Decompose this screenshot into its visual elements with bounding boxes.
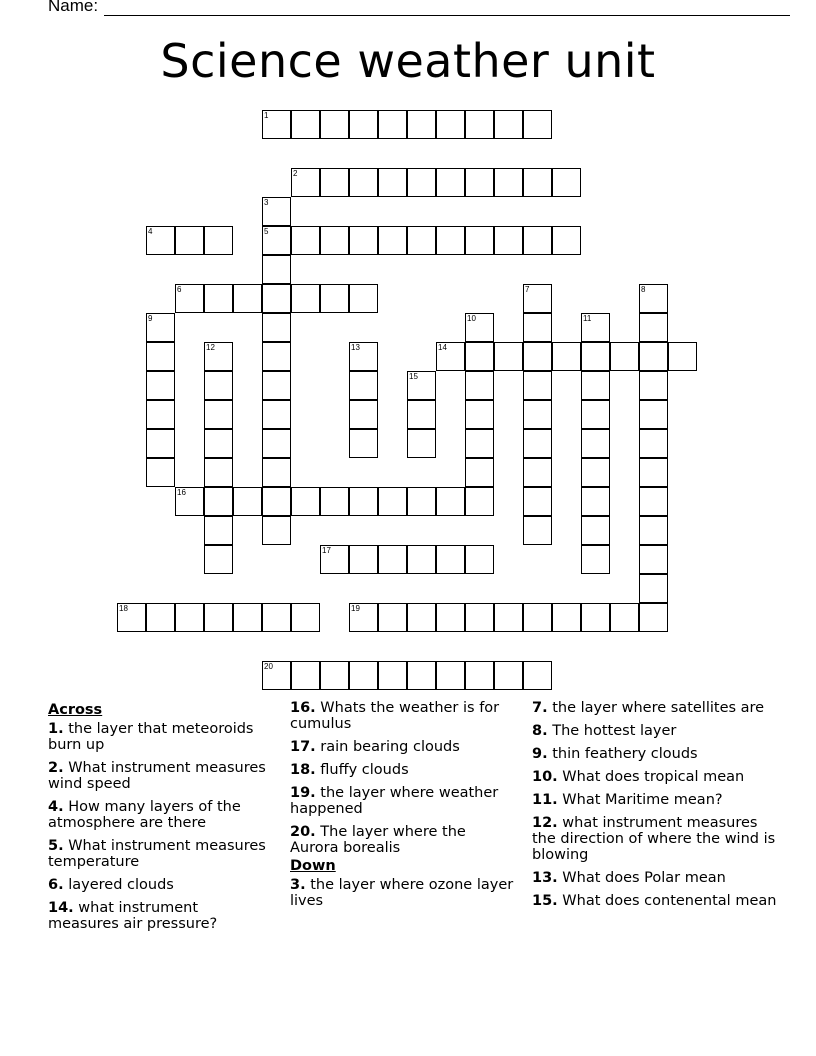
cell-number: 10 [467, 314, 476, 323]
clues-column-3 [532, 700, 777, 916]
grid-cell[interactable] [407, 487, 436, 516]
grid-cell[interactable] [291, 603, 320, 632]
cell-number: 19 [351, 604, 360, 613]
grid-cell[interactable] [523, 458, 552, 487]
grid-cell[interactable] [320, 545, 349, 574]
grid-cell[interactable] [117, 603, 146, 632]
cell-number: 9 [148, 314, 153, 323]
grid-cell[interactable] [639, 371, 668, 400]
cell-number: 18 [119, 604, 128, 613]
clue-across-2: 2. What instrument measures wind speed [48, 760, 266, 792]
grid-cell[interactable] [436, 487, 465, 516]
grid-cell[interactable] [262, 371, 291, 400]
grid-cell[interactable] [204, 371, 233, 400]
grid-cell[interactable] [581, 603, 610, 632]
grid-cell[interactable] [436, 168, 465, 197]
grid-cell[interactable] [523, 371, 552, 400]
cell-number: 12 [206, 343, 215, 352]
grid-cell[interactable] [349, 284, 378, 313]
grid-cell[interactable] [639, 487, 668, 516]
cell-number: 17 [322, 546, 331, 555]
grid-cell[interactable] [639, 458, 668, 487]
grid-cell[interactable] [436, 110, 465, 139]
grid-cell[interactable] [262, 110, 291, 139]
clue-across-6: 6. layered clouds [48, 877, 174, 893]
grid-cell[interactable] [349, 371, 378, 400]
grid-cell[interactable] [349, 661, 378, 690]
grid-cell[interactable] [581, 545, 610, 574]
grid-cell[interactable] [378, 226, 407, 255]
clue-across-16: 16. Whats the weather is for cumulus [290, 700, 500, 732]
grid-cell[interactable] [407, 603, 436, 632]
grid-cell[interactable] [262, 197, 291, 226]
grid-cell[interactable] [639, 400, 668, 429]
clue-down-3: 3. the layer where ozone layer lives [290, 877, 514, 909]
clue-down-15: 15. What does contenental mean [532, 893, 777, 909]
grid-cell[interactable] [494, 661, 523, 690]
grid-cell[interactable] [639, 342, 668, 371]
grid-cell[interactable] [291, 661, 320, 690]
grid-cell[interactable] [523, 487, 552, 516]
grid-cell[interactable] [465, 487, 494, 516]
grid-cell[interactable] [175, 226, 204, 255]
grid-cell[interactable] [552, 226, 581, 255]
down-heading: Down [290, 858, 336, 874]
clue-across-19: 19. the layer where weather happened [290, 785, 499, 817]
grid-cell[interactable] [639, 603, 668, 632]
grid-cell[interactable] [204, 458, 233, 487]
cell-number: 6 [177, 285, 182, 294]
grid-cell[interactable] [407, 429, 436, 458]
grid-cell[interactable] [639, 313, 668, 342]
grid-cell[interactable] [494, 603, 523, 632]
cell-number: 16 [177, 488, 186, 497]
grid-cell[interactable] [465, 168, 494, 197]
grid-cell[interactable] [465, 400, 494, 429]
grid-cell[interactable] [146, 226, 175, 255]
grid-cell[interactable] [436, 545, 465, 574]
grid-cell[interactable] [262, 661, 291, 690]
grid-cell[interactable] [407, 545, 436, 574]
grid-cell[interactable] [262, 429, 291, 458]
grid-cell[interactable] [610, 603, 639, 632]
name-label: Name: [48, 0, 99, 15]
grid-cell[interactable] [320, 487, 349, 516]
clue-down-9: 9. thin feathery clouds [532, 746, 698, 762]
grid-cell[interactable] [146, 342, 175, 371]
grid-cell[interactable] [349, 342, 378, 371]
grid-cell[interactable] [581, 458, 610, 487]
grid-cell[interactable] [204, 545, 233, 574]
grid-cell[interactable] [523, 110, 552, 139]
grid-cell[interactable] [465, 429, 494, 458]
grid-cell[interactable] [494, 226, 523, 255]
grid-cell[interactable] [581, 429, 610, 458]
grid-cell[interactable] [349, 603, 378, 632]
clues-column-2 [290, 700, 515, 916]
clue-across-18: 18. fluffy clouds [290, 762, 409, 778]
grid-cell[interactable] [378, 168, 407, 197]
grid-cell[interactable] [581, 487, 610, 516]
grid-cell[interactable] [465, 226, 494, 255]
grid-cell[interactable] [407, 400, 436, 429]
grid-cell[interactable] [204, 284, 233, 313]
grid-cell[interactable] [262, 313, 291, 342]
cell-number: 11 [583, 314, 592, 323]
grid-cell[interactable] [523, 226, 552, 255]
grid-cell[interactable] [146, 313, 175, 342]
clue-across-17: 17. rain bearing clouds [290, 739, 460, 755]
clue-across-20: 20. The layer where the Aurora borealis [290, 824, 466, 856]
grid-cell[interactable] [610, 342, 639, 371]
grid-cell[interactable] [523, 661, 552, 690]
grid-cell[interactable] [639, 429, 668, 458]
grid-cell[interactable] [407, 661, 436, 690]
grid-cell[interactable] [552, 603, 581, 632]
grid-cell[interactable] [320, 284, 349, 313]
clue-down-10: 10. What does tropical mean [532, 769, 745, 785]
cell-number: 14 [438, 343, 447, 352]
clues-column-1 [48, 700, 273, 939]
grid-cell[interactable] [378, 661, 407, 690]
grid-cell[interactable] [349, 226, 378, 255]
grid-cell[interactable] [262, 603, 291, 632]
grid-cell[interactable] [639, 574, 668, 603]
grid-cell[interactable] [146, 400, 175, 429]
grid-cell[interactable] [523, 603, 552, 632]
grid-cell[interactable] [465, 313, 494, 342]
grid-cell[interactable] [378, 545, 407, 574]
grid-cell[interactable] [378, 110, 407, 139]
grid-cell[interactable] [465, 110, 494, 139]
grid-cell[interactable] [436, 661, 465, 690]
clue-down-12: 12. what instrument measures the direction of where the wind is blowing [532, 815, 776, 863]
grid-cell[interactable] [436, 603, 465, 632]
cell-number: 1 [264, 111, 269, 120]
grid-cell[interactable] [407, 168, 436, 197]
clue-across-1: 1. the layer that meteoroids burn up [48, 721, 254, 753]
page-title: Science weather unit [160, 34, 656, 88]
grid-cell[interactable] [146, 429, 175, 458]
grid-cell[interactable] [262, 487, 291, 516]
grid-cell[interactable] [291, 110, 320, 139]
grid-cell[interactable] [465, 603, 494, 632]
grid-cell[interactable] [523, 168, 552, 197]
grid-cell[interactable] [494, 168, 523, 197]
grid-cell[interactable] [349, 545, 378, 574]
grid-cell[interactable] [320, 661, 349, 690]
grid-cell[interactable] [204, 603, 233, 632]
grid-cell[interactable] [407, 371, 436, 400]
grid-cell[interactable] [465, 342, 494, 371]
cell-number: 3 [264, 198, 269, 207]
grid-cell[interactable] [523, 429, 552, 458]
grid-cell[interactable] [436, 226, 465, 255]
grid-cell[interactable] [639, 545, 668, 574]
grid-cell[interactable] [465, 545, 494, 574]
clue-across-5: 5. What instrument measures temperature [48, 838, 266, 870]
grid-cell[interactable] [523, 284, 552, 313]
grid-cell[interactable] [233, 284, 262, 313]
grid-cell[interactable] [465, 458, 494, 487]
cell-number: 13 [351, 343, 360, 352]
grid-cell[interactable] [523, 342, 552, 371]
grid-cell[interactable] [291, 226, 320, 255]
grid-cell[interactable] [146, 603, 175, 632]
grid-cell[interactable] [262, 226, 291, 255]
grid-cell[interactable] [407, 226, 436, 255]
grid-cell[interactable] [204, 487, 233, 516]
grid-cell[interactable] [523, 400, 552, 429]
grid-cell[interactable] [581, 371, 610, 400]
clue-down-13: 13. What does Polar mean [532, 870, 726, 886]
cell-number: 5 [264, 227, 269, 236]
clue-across-14: 14. what instrument measures air pressure? [48, 900, 218, 932]
grid-cell[interactable] [291, 168, 320, 197]
grid-cell[interactable] [436, 342, 465, 371]
grid-cell[interactable] [523, 516, 552, 545]
grid-cell[interactable] [291, 284, 320, 313]
grid-cell[interactable] [320, 168, 349, 197]
grid-cell[interactable] [204, 342, 233, 371]
grid-cell[interactable] [407, 110, 436, 139]
cell-number: 7 [525, 285, 530, 294]
grid-cell[interactable] [465, 661, 494, 690]
cell-number: 2 [293, 169, 298, 178]
grid-cell[interactable] [262, 400, 291, 429]
grid-cell[interactable] [668, 342, 697, 371]
grid-cell[interactable] [175, 603, 204, 632]
grid-cell[interactable] [349, 487, 378, 516]
grid-cell[interactable] [262, 284, 291, 313]
grid-cell[interactable] [262, 516, 291, 545]
across-heading: Across [48, 702, 103, 718]
cell-number: 4 [148, 227, 153, 236]
grid-cell[interactable] [494, 342, 523, 371]
grid-cell[interactable] [581, 313, 610, 342]
grid-cell[interactable] [204, 400, 233, 429]
grid-cell[interactable] [291, 487, 320, 516]
grid-cell[interactable] [581, 516, 610, 545]
clue-down-11: 11. What Maritime mean? [532, 792, 723, 808]
grid-cell[interactable] [262, 458, 291, 487]
cell-number: 15 [409, 372, 418, 381]
grid-cell[interactable] [349, 168, 378, 197]
grid-cell[interactable] [349, 429, 378, 458]
grid-cell[interactable] [581, 342, 610, 371]
grid-cell[interactable] [262, 255, 291, 284]
grid-cell[interactable] [465, 371, 494, 400]
grid-cell[interactable] [146, 371, 175, 400]
grid-cell[interactable] [581, 400, 610, 429]
grid-cell[interactable] [204, 429, 233, 458]
grid-cell[interactable] [349, 400, 378, 429]
grid-cell[interactable] [175, 284, 204, 313]
grid-cell[interactable] [378, 603, 407, 632]
cell-number: 20 [264, 662, 273, 671]
grid-cell[interactable] [349, 110, 378, 139]
grid-cell[interactable] [204, 516, 233, 545]
grid-cell[interactable] [494, 110, 523, 139]
grid-cell[interactable] [320, 226, 349, 255]
grid-cell[interactable] [639, 284, 668, 313]
grid-cell[interactable] [233, 487, 262, 516]
grid-cell[interactable] [378, 487, 407, 516]
grid-cell[interactable] [320, 110, 349, 139]
grid-cell[interactable] [233, 603, 262, 632]
grid-cell[interactable] [262, 342, 291, 371]
grid-cell[interactable] [175, 487, 204, 516]
grid-cell[interactable] [204, 226, 233, 255]
grid-cell[interactable] [552, 168, 581, 197]
cell-number: 8 [641, 285, 646, 294]
clue-across-4: 4. How many layers of the atmosphere are there [48, 799, 241, 831]
grid-cell[interactable] [523, 313, 552, 342]
clue-down-8: 8. The hottest layer [532, 723, 677, 739]
grid-cell[interactable] [552, 342, 581, 371]
grid-cell[interactable] [146, 458, 175, 487]
grid-cell[interactable] [639, 516, 668, 545]
clue-down-7: 7. the layer where satellites are [532, 700, 765, 716]
